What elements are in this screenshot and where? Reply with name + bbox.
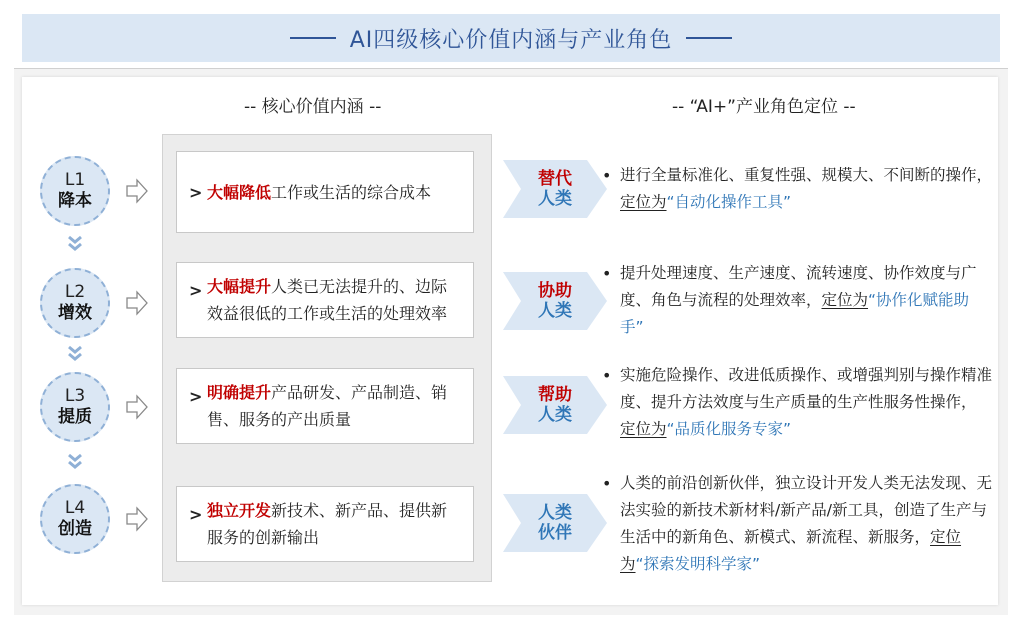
card-highlight: 独立开发: [207, 501, 272, 520]
role-desc-l4: [602, 470, 993, 578]
card-text: [207, 497, 463, 551]
tag-line: 帮助: [538, 385, 572, 405]
desc-def-label: 定位为: [620, 528, 962, 573]
header-industry-role: -- “AI+”产业角色定位 --: [672, 97, 856, 117]
role-tag-l3: [503, 376, 607, 434]
level-circle-l4: [40, 484, 110, 554]
role-desc-l3: [602, 362, 993, 443]
level-name: 降本: [58, 191, 92, 211]
tag-line: 人类: [538, 503, 572, 523]
role-desc-l2: [602, 260, 992, 341]
page-title: AI四级核心价值内涵与产业角色: [349, 27, 673, 53]
level-name: 增效: [58, 303, 92, 323]
role-tag-l4: [503, 494, 607, 552]
desc-def-label: 定位为: [620, 193, 667, 211]
desc-role: “协作化赋能助手”: [620, 291, 970, 336]
desc-text: 进行全量标准化、重复性强、规模大、不间断的操作，: [620, 166, 993, 184]
level-circle-l1: [40, 156, 110, 226]
outline-arrow-right-icon: [126, 290, 148, 316]
title-banner: [22, 14, 1000, 62]
desc-text: 实施危险操作、改进低质操作、或增强判别与操作精准度、提升方法效度与生产质量的生产性服务性操作，: [620, 366, 993, 411]
desc-def-label: 定位为: [821, 291, 869, 309]
card-rest: 新技术、新产品、提供新服务的创新输出: [207, 501, 448, 547]
outline-arrow-right-icon: [126, 394, 148, 420]
card-rest: 产品研发、产品制造、销售、服务的产出质量: [207, 383, 448, 429]
outline-arrow-right-icon: [126, 178, 148, 204]
desc-role: “自动化操作工具”: [666, 193, 792, 211]
card-rest: 人类已无法提升的、边际效益很低的工作或生活的处理效率: [207, 277, 448, 323]
chevron-right-icon: >: [189, 387, 203, 406]
tag-line: 协助: [538, 281, 572, 301]
level-circle-l2: [40, 268, 110, 338]
chevron-down-double-icon: [66, 234, 84, 252]
level-code: L2: [64, 282, 86, 302]
desc-role: “探索发明科学家”: [635, 555, 761, 573]
card-rest: 工作或生活的综合成本: [271, 182, 432, 202]
chevron-down-double-icon: [66, 344, 84, 362]
card-highlight: 明确提升: [207, 383, 272, 402]
tag-line: 伙伴: [538, 523, 572, 543]
chevron-right-icon: >: [189, 505, 203, 524]
tag-line: 人类: [538, 405, 572, 425]
level-name: 提质: [58, 407, 92, 427]
core-value-card-l2: [176, 262, 474, 338]
level-code: L1: [64, 170, 86, 190]
card-text: [207, 273, 463, 327]
role-tag-l1: [503, 160, 607, 218]
bullet-icon: •: [602, 166, 612, 185]
tag-line: 人类: [538, 301, 572, 321]
chevron-down-double-icon: [66, 452, 84, 470]
outline-arrow-right-icon: [126, 506, 148, 532]
card-text: [207, 179, 431, 206]
desc-text: 提升处理速度、生产速度、流转速度、协作效度与广度、角色与流程的处理效率，: [620, 264, 977, 309]
core-value-card-l4: [176, 486, 474, 562]
level-name: 创造: [58, 519, 92, 539]
card-text: [207, 379, 463, 433]
core-value-card-l1: [176, 151, 474, 233]
tag-line: 人类: [538, 189, 572, 209]
title-rule-left: [290, 37, 336, 39]
bullet-icon: •: [602, 264, 612, 283]
desc-text: 人类的前沿创新伙伴，独立设计开发人类无法发现、无法实验的新技术新材料/新产品/新工具，创造了生产与生活中的新角色、新模式、新流程、新服务，: [620, 474, 993, 546]
level-circle-l3: [40, 372, 110, 442]
desc-def-label: 定位为: [620, 420, 667, 438]
bullet-icon: •: [602, 474, 612, 493]
core-value-card-l3: [176, 368, 474, 444]
role-tag-l2: [503, 272, 607, 330]
card-highlight: 大幅降低: [207, 182, 272, 202]
title-rule-right: [686, 37, 732, 39]
tag-line: 替代: [538, 169, 572, 189]
bullet-icon: •: [602, 366, 612, 385]
level-code: L4: [64, 498, 86, 518]
chevron-right-icon: >: [189, 182, 203, 202]
desc-role: “品质化服务专家”: [666, 420, 792, 438]
chevron-right-icon: >: [189, 281, 203, 300]
header-core-value: -- 核心价值内涵 --: [244, 97, 382, 117]
level-code: L3: [64, 386, 86, 406]
card-highlight: 大幅提升: [207, 277, 272, 296]
role-desc-l1: [602, 162, 993, 216]
